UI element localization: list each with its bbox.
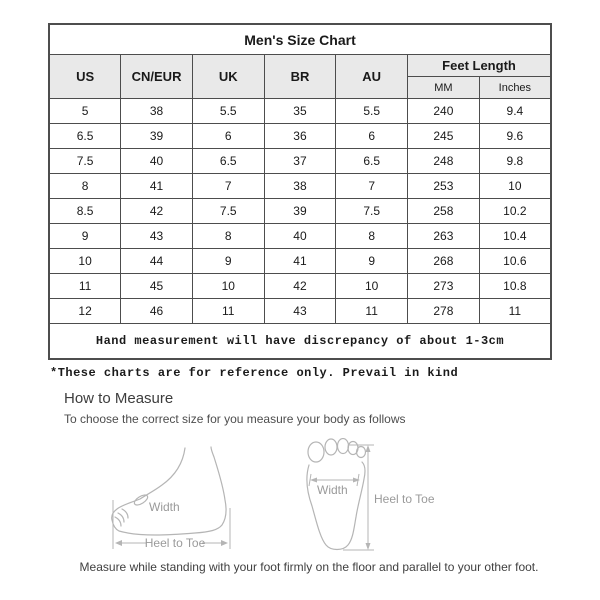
side-foot-toe-line [115,517,121,526]
measurement-note: Hand measurement will have discrepancy of about 1-3cm [49,324,551,360]
size-cell: 10.6 [479,249,551,274]
size-row [49,149,551,174]
top-width-label: Width [317,483,348,497]
size-cell: 6.5 [336,149,408,174]
size-table-body [49,99,551,324]
table-note-row [49,324,551,360]
size-cell: 8.5 [49,199,121,224]
size-cell: 5 [49,99,121,124]
arrow-left-icon [310,478,317,483]
size-cell: 268 [408,249,480,274]
disclaimer-text: *These charts are for reference only. Prevail in kind [50,366,459,380]
size-cell: 38 [121,99,193,124]
table-title-row [49,24,551,55]
size-cell: 39 [264,199,336,224]
size-chart-table [48,23,552,360]
side-foot-width-band [133,493,149,507]
arrow-right-icon [353,478,360,483]
size-cell: 11 [49,274,121,299]
size-cell: 36 [264,124,336,149]
size-cell: 5.5 [192,99,264,124]
size-cell: 263 [408,224,480,249]
size-cell: 240 [408,99,480,124]
size-cell: 258 [408,199,480,224]
top-foot-toe [325,439,337,455]
top-foot-big-toe [308,442,324,462]
side-heel-to-toe-label: Heel to Toe [144,536,206,550]
size-cell: 9 [49,224,121,249]
size-cell: 44 [121,249,193,274]
size-cell: 45 [121,274,193,299]
size-row [49,299,551,324]
size-cell: 10 [479,174,551,199]
column-header-feet-length: Feet Length [408,55,551,77]
size-cell: 9 [192,249,264,274]
size-cell: 10 [192,274,264,299]
column-header-inches: Inches [479,77,551,99]
size-cell: 6 [192,124,264,149]
column-header-mm: MM [408,77,480,99]
size-cell: 6.5 [192,149,264,174]
size-cell: 278 [408,299,480,324]
size-cell: 273 [408,274,480,299]
arrow-down-icon [366,543,371,550]
size-cell: 7.5 [336,199,408,224]
size-cell: 10 [49,249,121,274]
size-cell: 253 [408,174,480,199]
size-cell: 8 [336,224,408,249]
arrow-right-icon [221,540,228,546]
size-row [49,124,551,149]
size-cell: 12 [49,299,121,324]
arrow-up-icon [366,445,371,452]
size-cell: 46 [121,299,193,324]
size-cell: 40 [264,224,336,249]
top-foot-pinky-toe [357,447,366,458]
size-cell: 7 [336,174,408,199]
size-row [49,224,551,249]
size-cell: 6 [336,124,408,149]
size-cell: 9.8 [479,149,551,174]
size-cell: 8 [192,224,264,249]
size-row [49,99,551,124]
column-header-us: US [49,55,121,99]
size-cell: 8 [49,174,121,199]
size-row [49,174,551,199]
size-cell: 7 [192,174,264,199]
table-title: Men's Size Chart [49,24,551,55]
size-row [49,199,551,224]
side-width-label: Width [149,500,180,514]
size-cell: 11 [479,299,551,324]
arrow-left-icon [115,540,122,546]
top-foot-outline [307,462,365,550]
size-cell: 6.5 [49,124,121,149]
column-header-cneur: CN/EUR [121,55,193,99]
column-header-uk: UK [192,55,264,99]
size-cell: 9 [336,249,408,274]
column-header-br: BR [264,55,336,99]
how-to-measure-title: How to Measure [64,390,174,407]
size-cell: 245 [408,124,480,149]
size-cell: 37 [264,149,336,174]
size-cell: 10.2 [479,199,551,224]
how-to-measure-subtitle: To choose the correct size for you measure your body as follows [64,412,406,426]
size-cell: 35 [264,99,336,124]
size-cell: 40 [121,149,193,174]
top-heel-to-toe-label: Heel to Toe [374,492,435,506]
size-cell: 7.5 [192,199,264,224]
size-cell: 7.5 [49,149,121,174]
size-cell: 248 [408,149,480,174]
size-cell: 11 [192,299,264,324]
column-header-au: AU [336,55,408,99]
size-cell: 42 [121,199,193,224]
size-cell: 41 [264,249,336,274]
measure-caption: Measure while standing with your foot firmly on the floor and parallel to your other foot. [79,560,539,574]
top-foot-toe [338,439,349,454]
size-cell: 5.5 [336,99,408,124]
size-row [49,274,551,299]
size-cell: 41 [121,174,193,199]
size-cell: 38 [264,174,336,199]
size-cell: 10.8 [479,274,551,299]
size-cell: 11 [336,299,408,324]
size-cell: 10 [336,274,408,299]
size-cell: 42 [264,274,336,299]
side-foot-outline [112,447,226,535]
size-row [49,249,551,274]
size-cell: 43 [264,299,336,324]
size-cell: 39 [121,124,193,149]
size-cell: 9.6 [479,124,551,149]
size-cell: 9.4 [479,99,551,124]
size-cell: 10.4 [479,224,551,249]
size-cell: 43 [121,224,193,249]
table-header-row [49,55,551,77]
